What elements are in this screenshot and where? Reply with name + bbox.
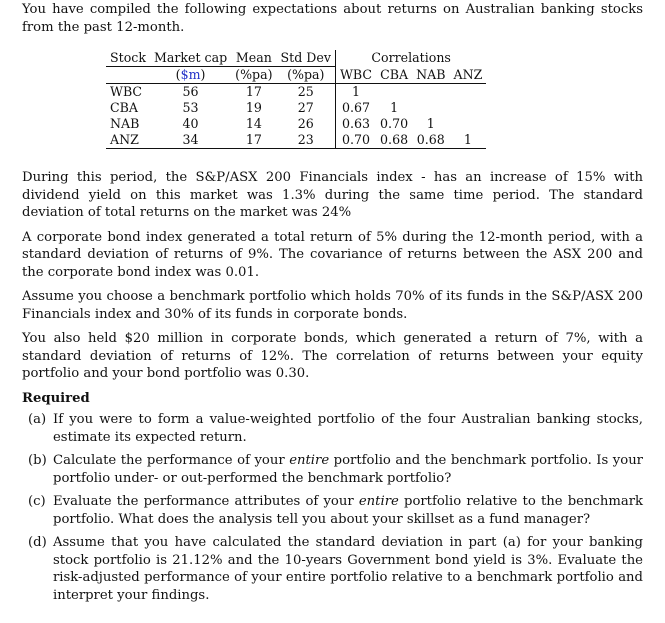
header-corr-nab: NAB bbox=[416, 66, 446, 82]
header-corr-cba: CBA bbox=[380, 66, 409, 82]
row-corr: 1 bbox=[426, 116, 435, 131]
emphasis-text: entire bbox=[358, 494, 399, 509]
row-corr bbox=[412, 100, 449, 116]
paragraph-holdings: You also held $20 million in corporate bonds, which generated a return of 7%, with a standard deviation of returns of 12%. The correlation of returns between your equity portfolio and your bond portfolio was 0.30. bbox=[22, 331, 643, 381]
table-row bbox=[106, 132, 486, 149]
row-corr bbox=[449, 84, 486, 101]
emphasis-text: entire bbox=[289, 453, 330, 468]
header-mean-unit: (%pa) bbox=[235, 67, 273, 82]
row-std: 25 bbox=[277, 84, 336, 101]
question-text: Calculate the performance of your entire portfolio and the benchmark portfolio. Is your portfolio under- or out-performed the benchmark portfolio? bbox=[53, 453, 643, 486]
header-std-dev: Std Dev bbox=[277, 50, 336, 67]
header-correlations: Correlations bbox=[371, 50, 451, 66]
table-row bbox=[106, 100, 486, 116]
row-std: 26 bbox=[277, 116, 336, 132]
row-corr bbox=[376, 84, 412, 101]
row-cap: 40 bbox=[182, 116, 199, 131]
row-corr: 1 bbox=[352, 84, 361, 99]
table-header-row-1 bbox=[106, 50, 486, 67]
row-cap: 34 bbox=[150, 132, 231, 149]
row-mean: 17 bbox=[231, 132, 276, 149]
header-market-cap: Market cap bbox=[150, 50, 231, 67]
row-mean: 17 bbox=[245, 84, 262, 99]
row-corr bbox=[412, 84, 449, 101]
question-text: Assume that you have calculated the standard deviation in part (a) for your banking stock portfolio is 21.12% and the 10-years Government bond yield is 3%. Evaluate the risk-adjusted performance of your entire portfolio relative to a benchmark portfolio and interpret your findings. bbox=[53, 535, 643, 603]
row-corr: 1 bbox=[390, 100, 399, 115]
question-text: If you were to form a value-weighted portfolio of the four Australian banking stocks, estimate its expected return. bbox=[53, 412, 643, 445]
row-corr: 1 bbox=[449, 132, 486, 149]
header-stock: Stock bbox=[106, 50, 150, 67]
question-item bbox=[22, 493, 643, 528]
row-cap: 56 bbox=[182, 84, 199, 99]
row-stock: ANZ bbox=[106, 132, 150, 149]
header-mean: Mean bbox=[231, 50, 276, 67]
row-corr bbox=[449, 100, 486, 116]
question-item bbox=[22, 452, 643, 487]
question-item bbox=[22, 411, 643, 446]
required-heading: Required bbox=[22, 390, 90, 406]
question-list bbox=[22, 411, 643, 604]
question-label: (b) bbox=[28, 453, 47, 468]
row-mean: 14 bbox=[245, 116, 262, 131]
row-mean: 19 bbox=[245, 100, 262, 115]
header-market-cap-unit: ($m) bbox=[175, 67, 206, 82]
row-corr: 0.70 bbox=[380, 116, 409, 131]
returns-table-wrapper bbox=[106, 50, 643, 149]
paragraph-benchmark: Assume you choose a benchmark portfolio which holds 70% of its funds in the S&P/ASX 200 Financials index and 30% of its funds in corporate bonds. bbox=[22, 289, 643, 322]
row-corr: 0.68 bbox=[376, 132, 412, 149]
table-row bbox=[106, 116, 486, 132]
market-cap-unit-text: $m bbox=[180, 67, 201, 82]
table-header-row-2 bbox=[106, 67, 486, 84]
row-corr: 0.63 bbox=[341, 116, 371, 131]
question-label: (d) bbox=[28, 535, 47, 550]
header-corr-anz: ANZ bbox=[453, 66, 483, 82]
row-corr: 0.67 bbox=[341, 100, 371, 115]
paragraph-index: During this period, the S&P/ASX 200 Financials index - has an increase of 15% with dividend yield on this market was 1.3% during the same time period. The standard deviation of total returns on the market was 24% bbox=[22, 170, 643, 220]
paragraph-bond-index: A corporate bond index generated a total return of 5% during the 12-month period, with a standard deviation of returns of 9%. The covariance of returns between the ASX 200 and the corporate bond index was 0.01. bbox=[22, 229, 643, 280]
returns-table bbox=[106, 50, 486, 149]
row-stock: WBC bbox=[110, 84, 143, 99]
row-stock: CBA bbox=[110, 100, 138, 115]
question-label: (c) bbox=[28, 494, 46, 509]
header-std-unit: (%pa) bbox=[277, 67, 336, 84]
row-std: 23 bbox=[277, 132, 336, 149]
row-cap: 53 bbox=[182, 100, 199, 115]
row-corr: 0.70 bbox=[335, 132, 376, 149]
question-label: (a) bbox=[28, 412, 47, 427]
row-std: 27 bbox=[277, 100, 336, 116]
header-corr-wbc: WBC bbox=[339, 66, 373, 82]
intro-paragraph: You have compiled the following expectations about returns on Australian banking stocks from the past 12-month. bbox=[22, 2, 643, 35]
row-corr bbox=[449, 116, 486, 132]
row-corr: 0.68 bbox=[412, 132, 449, 149]
row-stock: NAB bbox=[110, 116, 140, 131]
table-row bbox=[106, 84, 486, 101]
body-text bbox=[22, 169, 643, 604]
question-item bbox=[22, 534, 643, 604]
question-text: Evaluate the performance attributes of your entire portfolio relative to the benchmark portfolio. What does the analysis tell you about your skillset as a fund manager? bbox=[53, 494, 644, 527]
